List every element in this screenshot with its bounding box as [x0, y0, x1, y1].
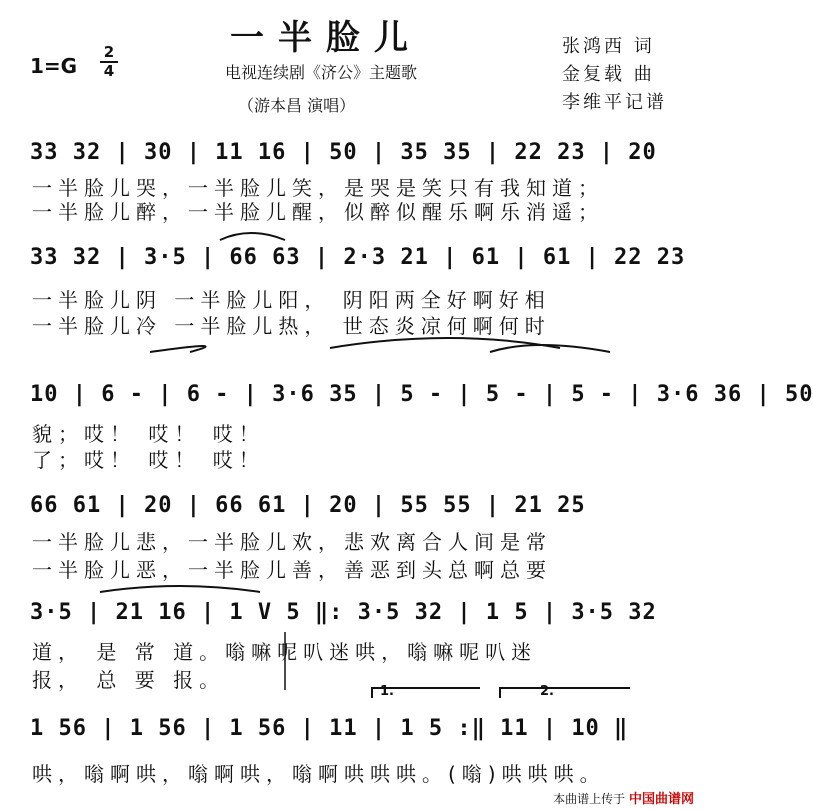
watermark-site: 中国曲谱网: [628, 792, 694, 807]
lyrics-line-4-verse-2: 一半脸儿恶，一半脸儿善，善恶到头总啊总要: [32, 558, 552, 582]
lyrics-line-6: 哄，嗡啊哄，嗡啊哄，嗡啊哄哄哄。(嗡)哄哄哄。: [32, 762, 606, 786]
slur-line5: [100, 586, 260, 592]
slur-line3b: [150, 346, 206, 352]
lyrics-line-2-verse-1: 一半脸儿阴 一半脸儿阳， 阴阳两全好啊好相: [32, 288, 551, 312]
notes-line-3: 10 | 6 - | 6 - | 3·6 35 | 5 - | 5 - | 5 - | 3·6 36 | 50: [30, 382, 813, 407]
song-subtitle: 电视连续剧《济公》主题歌: [225, 63, 418, 82]
slur-line2: [220, 233, 285, 240]
lyricist-credit: 张鸿西 词: [562, 36, 655, 57]
notes-line-1: 33 32 | 30 | 11 16 | 50 | 35 35 | 22 23 | 20: [30, 140, 657, 165]
first-ending-label: 1.: [380, 684, 394, 699]
lyrics-line-3-verse-1: 貌；哎！ 哎！ 哎！: [32, 422, 265, 446]
site-watermark: [553, 788, 694, 807]
volta-brackets: [372, 688, 630, 698]
key-signature: 1=G: [30, 54, 78, 78]
second-ending-label: 2.: [540, 684, 554, 699]
lyrics-line-4-verse-1: 一半脸儿悲，一半脸儿欢，悲欢离合人间是常: [32, 530, 552, 554]
meter-top: 2: [100, 44, 118, 63]
singer-credit: （游本昌 演唱）: [238, 96, 356, 115]
notes-line-4: 66 61 | 20 | 66 61 | 20 | 55 55 | 21 25: [30, 493, 586, 518]
transcriber-credit: 李维平记谱: [562, 92, 667, 113]
lyrics-line-2-verse-2: 一半脸儿冷 一半脸儿热， 世态炎凉何啊何时: [32, 314, 551, 338]
notes-line-2: 33 32 | 3·5 | 66 63 | 2·3 21 | 61 | 61 | 22 23: [30, 245, 686, 270]
watermark-prefix: 本曲谱上传于: [553, 792, 626, 806]
lyrics-line-1-verse-2: 一半脸儿醉，一半脸儿醒，似醉似醒乐啊乐消遥；: [32, 200, 604, 224]
slur-line3c: [490, 345, 610, 352]
composer-credit: 金复载 曲: [562, 64, 655, 85]
lyrics-line-1-verse-1: 一半脸儿哭，一半脸儿笑，是哭是笑只有我知道；: [32, 176, 604, 200]
lyrics-line-3-verse-2: 了；哎！ 哎！ 哎！: [32, 448, 265, 472]
lyrics-line-5-verse-1: 道， 是 常 道。嗡嘛呢叭迷哄，嗡嘛呢叭迷: [32, 640, 538, 664]
song-title: 一半脸儿: [230, 18, 422, 58]
meter-bottom: 4: [103, 62, 115, 80]
notes-line-5: 3·5 | 21 16 | 1 V 5 ‖: 3·5 32 | 1 5 | 3·5 32: [30, 600, 657, 625]
notes-line-6: 1 56 | 1 56 | 1 56 | 11 | 1 5 :‖ 11 | 10 ‖: [30, 716, 629, 741]
lyrics-line-5-verse-2: 报， 总 要 报。: [32, 668, 226, 692]
